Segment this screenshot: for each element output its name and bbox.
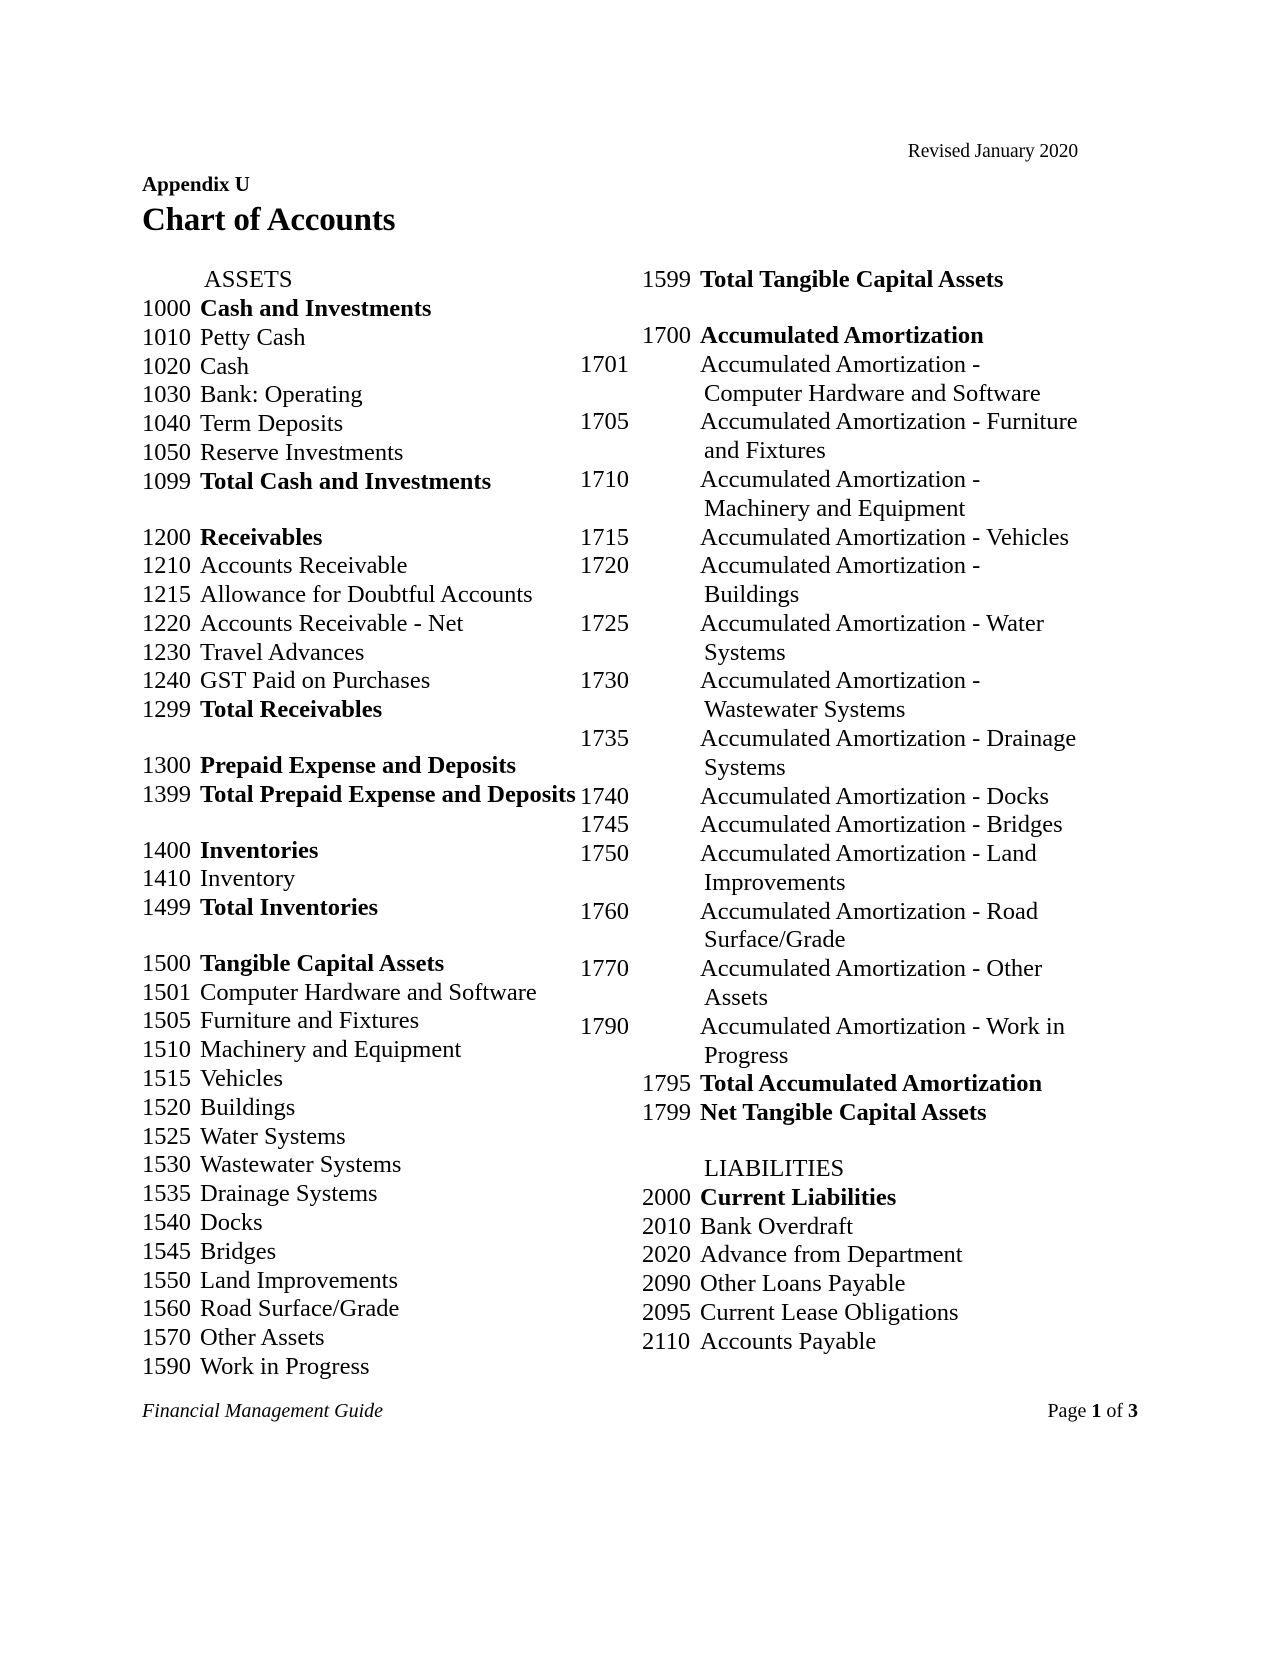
account-code: 1030 [142, 381, 191, 409]
account-code: 1795 [642, 1070, 691, 1098]
liabilities-heading: LIABILITIES [704, 1154, 845, 1182]
group-spacer [642, 1128, 1078, 1155]
account-row [580, 782, 1078, 812]
account-row [580, 667, 1078, 725]
account-label: Accumulated Amortization - Other Assets [700, 955, 1043, 1012]
account-label: Tangible Capital Assets [200, 949, 445, 977]
account-label: GST Paid on Purchases [200, 667, 431, 695]
account-code: 1200 [142, 523, 191, 551]
account-label: Inventories [200, 836, 319, 864]
footer-page-prefix: Page [1047, 1400, 1092, 1422]
account-code: 1050 [142, 438, 191, 466]
account-label: Vehicles [200, 1065, 283, 1093]
account-label: Water Systems [200, 1122, 346, 1150]
account-code: 1545 [142, 1237, 191, 1265]
account-label: Receivables [200, 523, 323, 551]
account-label: Accumulated Amortization [700, 322, 984, 350]
account-row [642, 1099, 1078, 1128]
footer-page-indicator [1047, 1400, 1138, 1423]
account-code: 1230 [142, 638, 191, 666]
account-label: Work in Progress [200, 1352, 370, 1380]
account-label: Accumulated Amortization - Road Surface/Grade [700, 897, 1039, 954]
footer-page-total: 3 [1128, 1400, 1138, 1422]
account-code: 1040 [142, 410, 191, 438]
account-row [642, 1213, 1078, 1242]
account-code: 1499 [142, 894, 191, 922]
account-label: Accumulated Amortization - Work in Progress [700, 1012, 1065, 1069]
account-code: 1720 [580, 552, 629, 580]
account-row [142, 1036, 630, 1065]
account-label: Accounts Payable [700, 1327, 877, 1355]
account-code: 2000 [642, 1183, 691, 1211]
account-label: Other Loans Payable [700, 1270, 906, 1298]
account-code: 1520 [142, 1093, 191, 1121]
account-row [142, 667, 630, 696]
account-code: 1099 [142, 467, 191, 495]
right-account-groups [580, 266, 1078, 1356]
account-code: 1240 [142, 667, 191, 695]
account-row [142, 781, 630, 810]
footer-guide-title: Financial Management Guide [142, 1400, 384, 1422]
account-row [142, 1094, 630, 1123]
account-code: 1730 [580, 667, 629, 695]
account-row [580, 725, 1078, 783]
account-label: Drainage Systems [200, 1180, 378, 1208]
account-label: Accumulated Amortization - Furniture and Fixtures [700, 408, 1078, 465]
account-code: 1701 [580, 350, 629, 378]
account-label: Total Inventories [200, 894, 379, 922]
account-row [142, 1238, 630, 1267]
account-code: 1560 [142, 1295, 191, 1323]
account-code: 1770 [580, 955, 629, 983]
account-code: 1515 [142, 1065, 191, 1093]
account-row [642, 322, 1078, 351]
account-row [142, 468, 630, 497]
account-label: Petty Cash [200, 323, 306, 351]
account-code: 1215 [142, 581, 191, 609]
account-row [142, 439, 630, 468]
account-code: 1570 [142, 1324, 191, 1352]
right-column [580, 266, 1078, 1381]
account-code: 1710 [580, 465, 629, 493]
account-row [142, 1007, 630, 1036]
account-label: Accumulated Amortization - Water Systems [700, 609, 1044, 666]
account-label: Accounts Receivable - Net [200, 609, 464, 637]
account-code: 1505 [142, 1007, 191, 1035]
account-label: Furniture and Fixtures [200, 1007, 420, 1035]
account-code: 2010 [642, 1212, 691, 1240]
account-code: 1525 [142, 1122, 191, 1150]
group-spacer [142, 497, 630, 524]
page-content [142, 140, 1078, 1382]
account-code: 1020 [142, 352, 191, 380]
account-row [642, 1070, 1078, 1099]
account-code: 2020 [642, 1241, 691, 1269]
left-account-groups [142, 295, 630, 1382]
account-row [142, 410, 630, 439]
account-label: Bridges [200, 1237, 277, 1265]
account-row [142, 950, 630, 979]
account-label: Accumulated Amortization - Drainage Systems [700, 725, 1077, 781]
account-label: Road Surface/Grade [200, 1295, 400, 1323]
account-label: Current Liabilities [700, 1183, 897, 1211]
page-footer [142, 1400, 1138, 1423]
account-label: Total Cash and Investments [200, 467, 492, 495]
account-label: Total Receivables [200, 696, 383, 724]
account-code: 1740 [580, 782, 629, 810]
account-row [580, 408, 1078, 466]
account-row [142, 752, 630, 781]
page-title: Chart of Accounts [142, 202, 396, 239]
account-columns [142, 266, 1078, 1381]
account-row [580, 465, 1078, 524]
account-label: Allowance for Doubtful Accounts [200, 581, 533, 609]
appendix-label: Appendix U [142, 171, 250, 196]
account-code: 1799 [642, 1099, 691, 1127]
account-code: 1550 [142, 1266, 191, 1294]
account-row [142, 1295, 630, 1324]
assets-heading: ASSETS [204, 266, 293, 294]
account-row [142, 1123, 630, 1152]
account-code: 1210 [142, 552, 191, 580]
account-label: Accumulated Amortization - Buildings [700, 552, 981, 609]
account-code: 1500 [142, 949, 191, 977]
account-row [142, 552, 630, 581]
account-row [580, 609, 1078, 668]
account-code: 1745 [580, 811, 629, 839]
account-label: Land Improvements [200, 1266, 398, 1294]
account-label: Bank: Operating [200, 381, 363, 409]
account-code: 1010 [142, 323, 191, 351]
account-code: 2095 [642, 1298, 691, 1326]
account-row [142, 639, 630, 668]
account-code: 1530 [142, 1151, 191, 1179]
account-label: Inventory [200, 865, 296, 893]
account-row [642, 1328, 1078, 1357]
revision-date: Revised January 2020 [907, 141, 1078, 162]
account-label: Accumulated Amortization - Wastewater Systems [700, 667, 981, 724]
account-label: Prepaid Expense and Deposits [200, 752, 517, 779]
account-code: 1590 [142, 1352, 191, 1380]
account-row [642, 266, 1078, 295]
account-row [580, 523, 1078, 553]
group-spacer [642, 295, 1078, 322]
account-code: 1599 [642, 266, 691, 294]
account-row [142, 295, 630, 324]
account-code: 1510 [142, 1036, 191, 1064]
account-row [642, 1299, 1078, 1328]
account-code: 1715 [580, 523, 629, 551]
account-code: 1501 [142, 978, 191, 1006]
account-label: Reserve Investments [200, 438, 404, 466]
group-spacer [142, 923, 630, 950]
account-row [580, 897, 1078, 956]
account-row [580, 955, 1078, 1013]
account-row [142, 1324, 630, 1353]
account-code: 2090 [642, 1270, 691, 1298]
account-code: 1760 [580, 897, 629, 925]
account-label: Buildings [200, 1093, 296, 1121]
account-row [142, 837, 630, 866]
account-row [642, 1270, 1078, 1299]
account-row [142, 894, 630, 923]
account-row [142, 353, 630, 382]
account-code: 1700 [642, 322, 691, 350]
account-label: Other Assets [200, 1324, 325, 1352]
account-code: 1299 [142, 696, 191, 724]
account-row [142, 381, 630, 410]
account-label: Accounts Receivable [200, 552, 408, 580]
account-row [142, 610, 630, 639]
account-row [142, 979, 630, 1008]
account-label: Term Deposits [200, 410, 344, 438]
account-code: 1300 [142, 752, 191, 779]
account-code: 1735 [580, 725, 629, 752]
account-row [580, 552, 1078, 610]
account-code: 1725 [580, 609, 629, 637]
account-label: Advance from Department [700, 1241, 963, 1269]
account-label: Docks [200, 1208, 263, 1236]
left-column [142, 266, 642, 1381]
account-row [142, 865, 630, 894]
account-label: Total Accumulated Amortization [700, 1070, 1043, 1098]
account-label: Bank Overdraft [700, 1212, 854, 1240]
account-code: 1540 [142, 1208, 191, 1236]
account-label: Travel Advances [200, 638, 365, 666]
account-row [142, 324, 630, 353]
account-label: Total Prepaid Expense and Deposits [200, 780, 576, 808]
account-code: 1705 [580, 408, 629, 436]
account-code: 1399 [142, 780, 191, 808]
group-spacer [142, 810, 630, 837]
account-label: Accumulated Amortization - Bridges [700, 811, 1063, 839]
account-row [142, 696, 630, 725]
account-label: Cash [200, 352, 249, 380]
account-code: 1400 [142, 836, 191, 864]
footer-page-number: 1 [1091, 1400, 1102, 1422]
account-label: Accumulated Amortization - Land Improvements [700, 840, 1037, 896]
account-label: Wastewater Systems [200, 1151, 402, 1179]
account-label: Accumulated Amortization - Computer Hardware and Software [700, 350, 1041, 407]
account-row [142, 1180, 630, 1209]
account-row [142, 1151, 630, 1180]
account-row [142, 524, 630, 553]
account-row [580, 1012, 1078, 1071]
account-row [642, 1241, 1078, 1270]
group-spacer [142, 725, 630, 752]
account-row [580, 811, 1078, 840]
account-label: Accumulated Amortization - Docks [700, 782, 1050, 810]
account-label: Accumulated Amortization - Vehicles [700, 523, 1069, 551]
account-code: 1750 [580, 840, 629, 868]
account-code: 1535 [142, 1180, 191, 1208]
account-label: Current Lease Obligations [700, 1298, 959, 1326]
account-row [142, 1353, 630, 1382]
account-code: 2110 [642, 1327, 691, 1355]
account-row [142, 1267, 630, 1296]
account-label: Cash and Investments [200, 295, 432, 323]
account-row [142, 581, 630, 610]
account-code: 1790 [580, 1012, 629, 1040]
account-row [142, 1065, 630, 1094]
account-row [580, 840, 1078, 898]
account-row [642, 1184, 1078, 1213]
account-code: 1220 [142, 609, 191, 637]
account-label: Accumulated Amortization - Machinery and Equipment [700, 465, 981, 522]
footer-page-of: of [1101, 1400, 1128, 1422]
account-label: Computer Hardware and Software [200, 978, 537, 1006]
account-label: Net Tangible Capital Assets [700, 1099, 987, 1127]
account-label: Machinery and Equipment [200, 1036, 462, 1064]
account-code: 1410 [142, 865, 191, 893]
account-code: 1000 [142, 295, 191, 323]
account-row [580, 350, 1078, 409]
account-label: Total Tangible Capital Assets [700, 266, 1004, 294]
account-row [142, 1209, 630, 1238]
